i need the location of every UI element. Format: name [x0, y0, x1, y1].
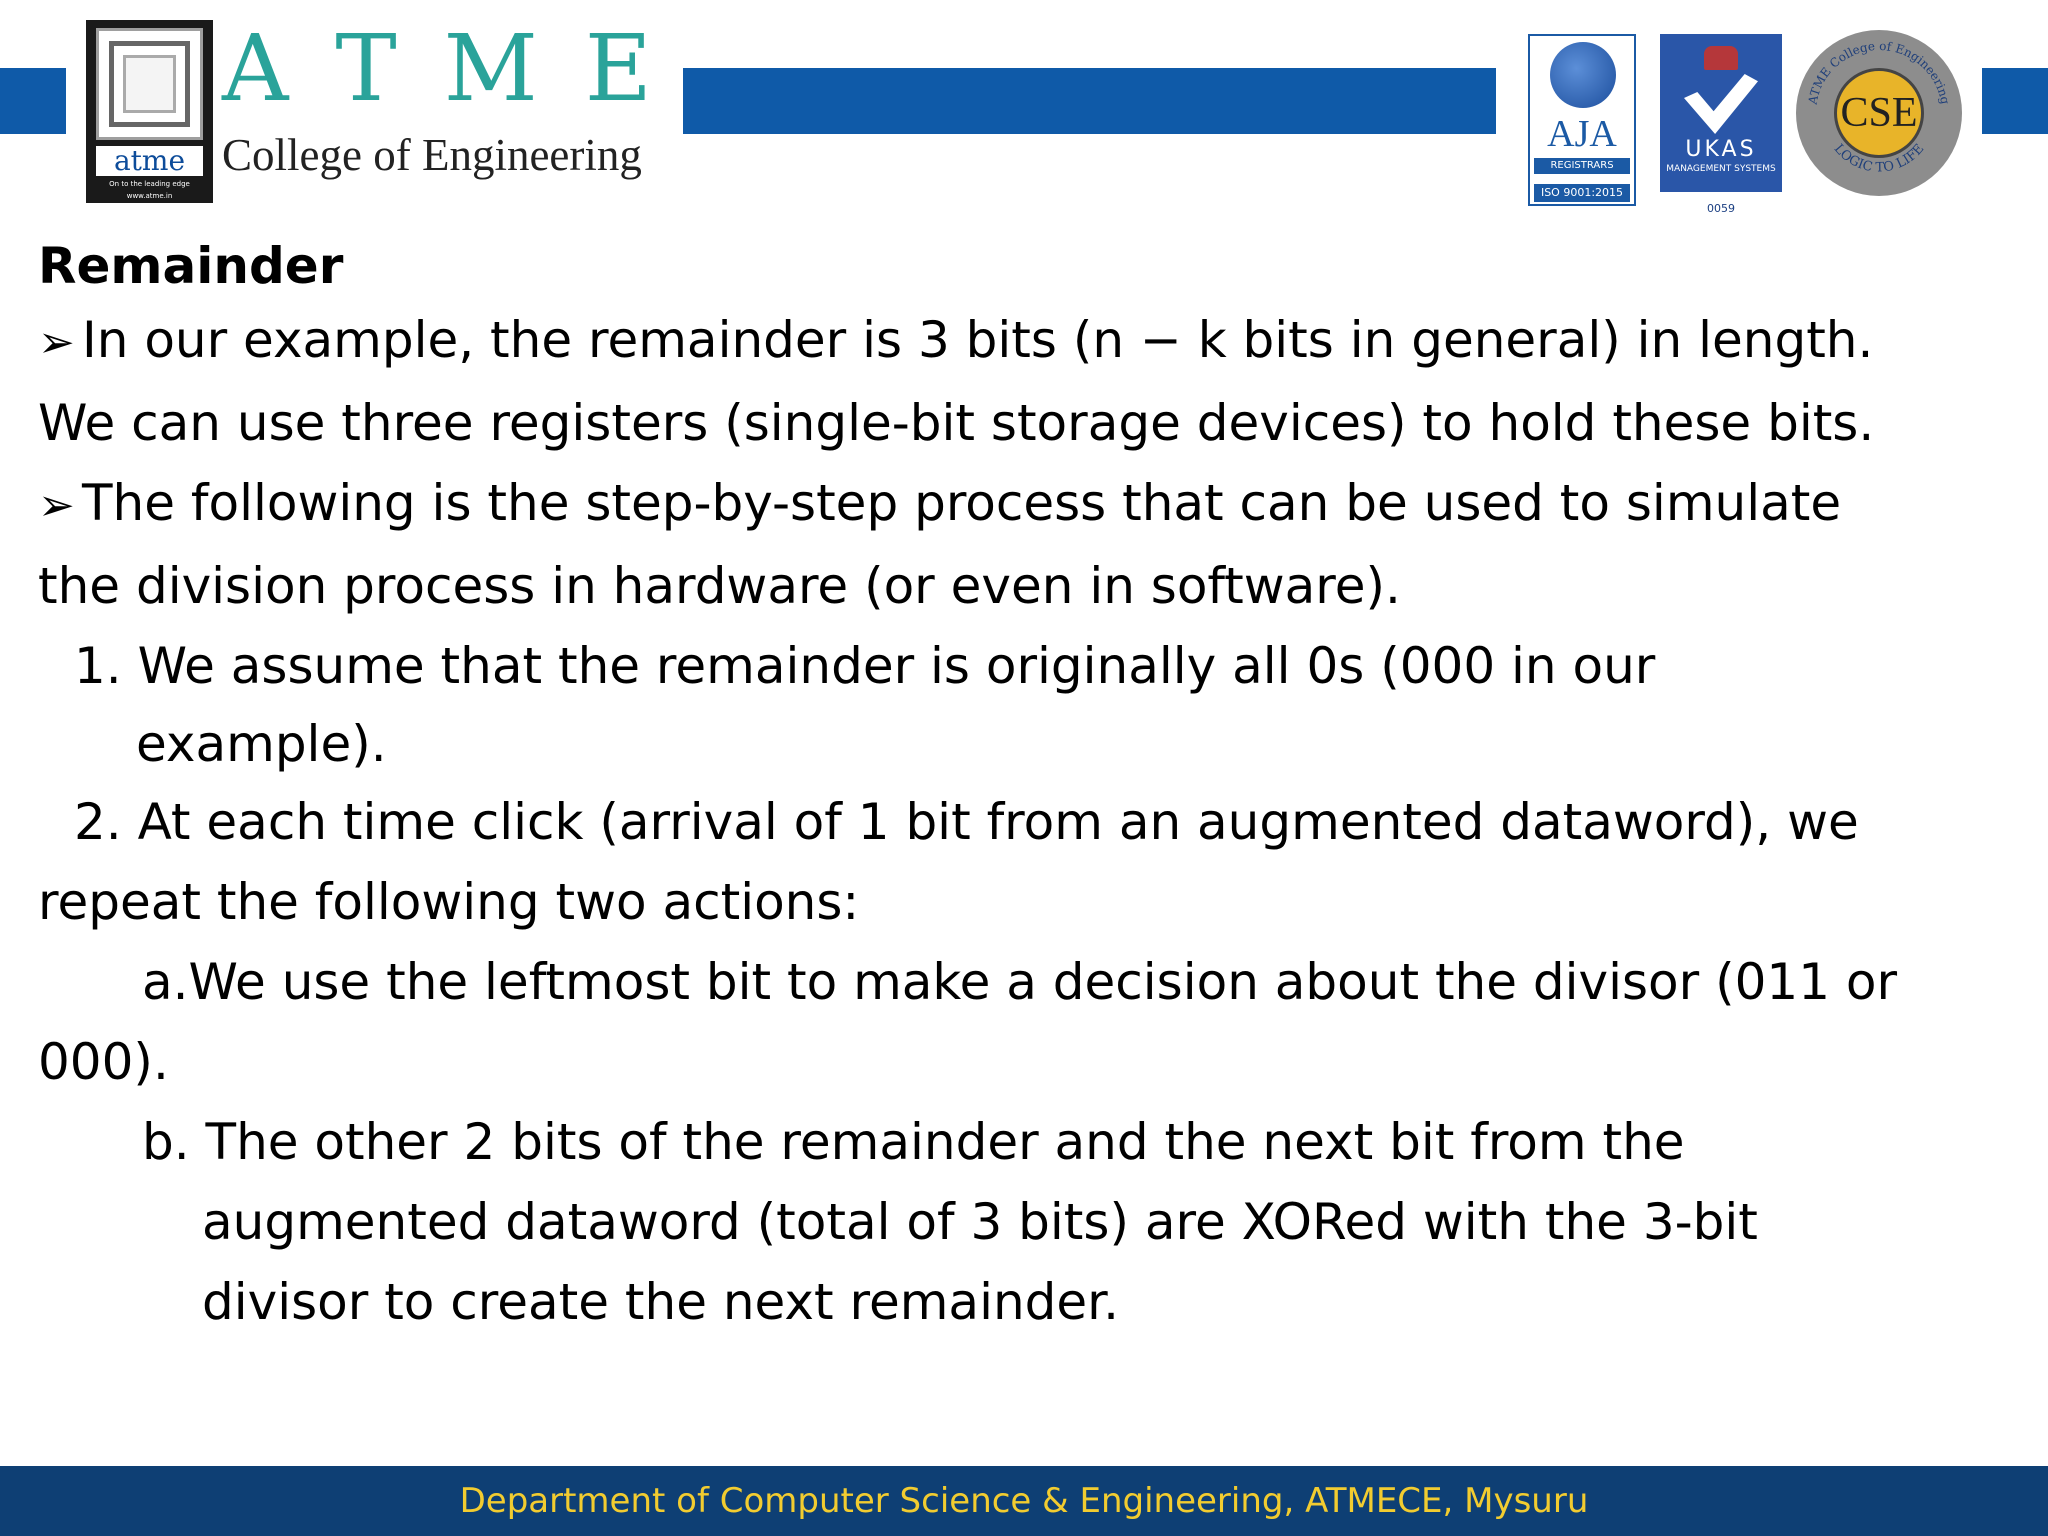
logo-letter: E [584, 15, 652, 122]
logo-tagline: On to the leading edge [109, 180, 190, 188]
checkmark-icon [1684, 74, 1758, 134]
header-bar-middle [683, 68, 1496, 134]
step-b-continuation: divisor to create the next remainder. [202, 1273, 1120, 1331]
ukas-certification-logo [1660, 34, 1782, 192]
aja-label: AJA [1547, 113, 1617, 155]
bullet-continuation: We can use three registers (single-bit storage devices) to hold these bits. [38, 394, 1875, 452]
logo-atme-text: atme [96, 146, 203, 176]
logo-emblem [96, 28, 203, 140]
arrow-bullet-icon: ➢ [38, 480, 75, 531]
step-b-continuation: augmented dataword (total of 3 bits) are XORed with the 3-bit [202, 1193, 1758, 1251]
logo-letter: A [222, 15, 289, 122]
step-one-continuation: example). [136, 715, 387, 773]
step-a: a.We use the leftmost bit to make a decision about the divisor (011 or [142, 953, 1898, 1011]
ukas-number: 0059 [1707, 202, 1735, 215]
logo-wordmark [222, 15, 652, 122]
globe-icon [1550, 42, 1616, 108]
ukas-label: UKAS [1685, 137, 1757, 162]
logo-letter: T [335, 15, 397, 122]
aja-registrars-label: REGISTRARS [1534, 158, 1630, 174]
bullet-text: In our example, the remainder is 3 bits (n − k bits in general) in length. [82, 311, 1874, 369]
footer-text: Department of Computer Science & Engineering, ATMECE, Mysuru [459, 1481, 1589, 1521]
college-name: College of Engineering [222, 130, 642, 180]
header-bar-right [1982, 68, 2048, 134]
cse-ring-bottom-text: LOGIC TO LIFE [1830, 141, 1928, 176]
arrow-bullet-icon: ➢ [38, 317, 75, 368]
college-logo [86, 20, 213, 203]
bullet-item [38, 300, 1998, 383]
logo-website: www.atme.in [126, 192, 173, 200]
step-a-continuation: 000). [38, 1033, 169, 1091]
footer-bar [0, 1466, 2048, 1536]
slide-heading: Remainder [38, 237, 344, 295]
bullet-item [38, 463, 1998, 546]
cse-department-logo [1796, 30, 1962, 196]
step-one: 1. We assume that the remainder is originally all 0s (000 in our [74, 637, 1656, 695]
logo-letter: M [443, 15, 538, 122]
bullet-text: The following is the step-by-step process that can be used to simulate [82, 474, 1842, 532]
cse-label: CSE [1834, 68, 1924, 158]
bullet-continuation: the division process in hardware (or even in software). [38, 557, 1401, 615]
crown-icon [1704, 46, 1738, 70]
header-bar-left [0, 68, 66, 134]
iso-label: ISO 9001:2015 [1534, 184, 1630, 202]
slide-content [38, 232, 1998, 1342]
step-two-continuation: repeat the following two actions: [38, 873, 860, 931]
aja-certification-logo [1528, 34, 1636, 206]
step-b: b. The other 2 bits of the remainder and the next bit from the [142, 1113, 1685, 1171]
ukas-sublabel: MANAGEMENT SYSTEMS [1666, 164, 1776, 174]
cse-ring-top-text: ATME College of Engineering [1805, 38, 1953, 106]
step-two: 2. At each time click (arrival of 1 bit from an augmented dataword), we [74, 793, 1859, 851]
